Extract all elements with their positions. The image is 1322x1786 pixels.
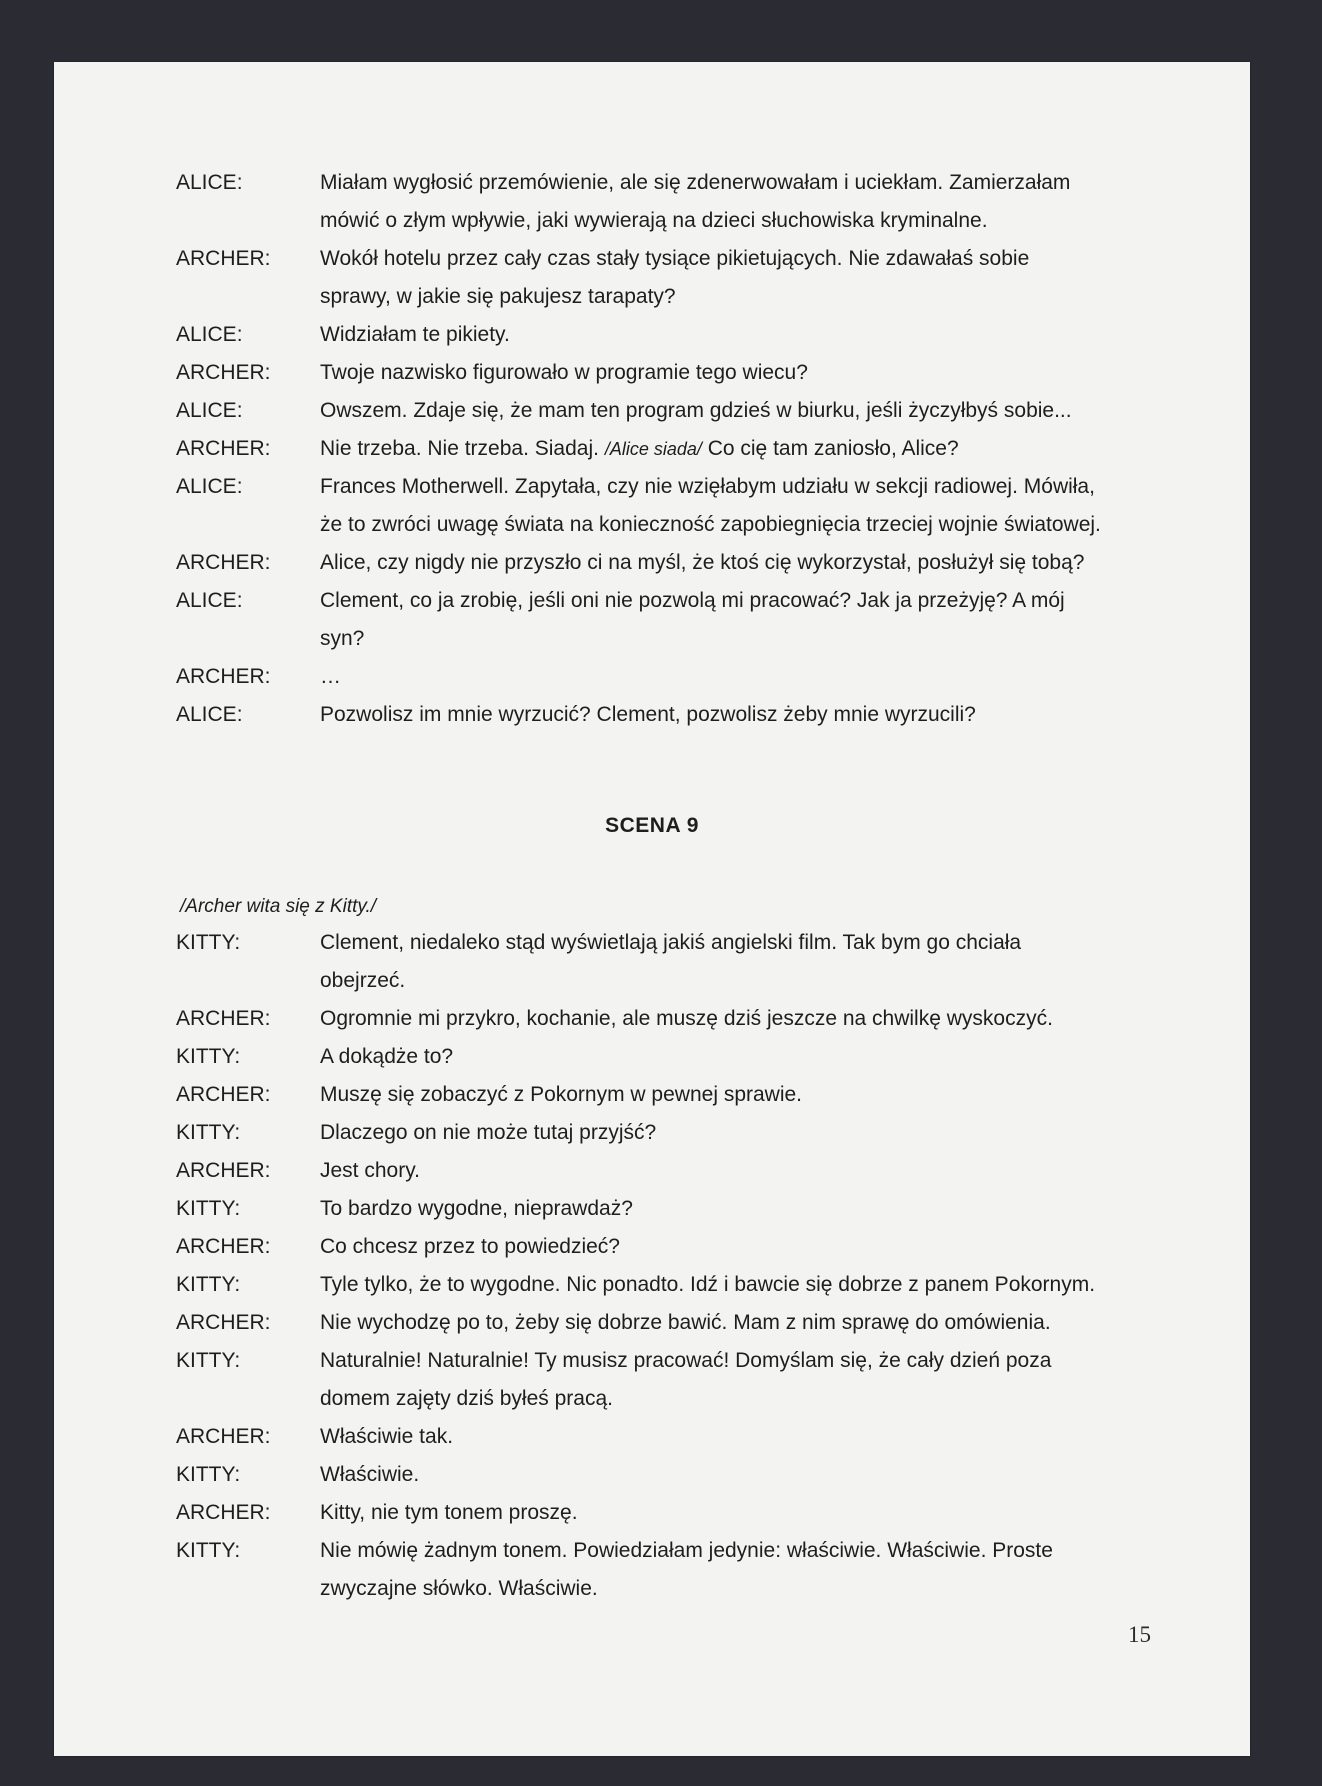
dialogue-text	[320, 1152, 1210, 1190]
speaker-label: KITTY:	[176, 1349, 241, 1372]
dialogue-text	[320, 1456, 1210, 1494]
dialogue-line: Wokół hotelu przez cały czas stały tysiące pikietujących. Nie zdawałaś sobie	[320, 247, 1030, 270]
dialogue-text	[320, 1342, 1210, 1418]
dialogue-line: Clement, niedaleko stąd wyświetlają jakiś angielski film. Tak bym go chciała	[320, 931, 1022, 954]
dialogue-text	[320, 1304, 1210, 1342]
dialogue-text-after: Co cię tam zaniosło, Alice?	[701, 437, 959, 460]
stage-direction: /Archer wita się z Kitty./	[180, 896, 377, 917]
speaker-label: ALICE:	[176, 589, 243, 612]
speaker-label: KITTY:	[176, 1463, 241, 1486]
dialogue-line: Pozwolisz im mnie wyrzucić? Clement, pozwolisz żeby mnie wyrzucili?	[320, 703, 976, 726]
dialogue-line: Ogromnie mi przykro, kochanie, ale muszę dziś jeszcze na chwilkę wyskoczyć.	[320, 1007, 1053, 1030]
dialogue-line: A dokądże to?	[320, 1045, 454, 1068]
dialogue-line: Kitty, nie tym tonem proszę.	[320, 1501, 578, 1524]
speaker-label: ALICE:	[176, 475, 243, 498]
dialogue-line: Muszę się zobaczyć z Pokornym w pewnej sprawie.	[320, 1083, 803, 1106]
speaker-label: ARCHER:	[176, 665, 271, 688]
dialogue-text	[320, 354, 1210, 392]
dialogue-text	[320, 430, 1210, 468]
dialogue-line: Naturalnie! Naturalnie! Ty musisz pracować! Domyślam się, że cały dzień poza	[320, 1349, 1052, 1372]
dialogue-line: Frances Motherwell. Zapytała, czy nie wzięłabym udziału w sekcji radiowej. Mówiła,	[320, 475, 1095, 498]
dialogue-line	[320, 430, 1210, 468]
dialogue-line: Miałam wygłosić przemówienie, ale się zdenerwowałam i uciekłam. Zamierzałam	[320, 171, 1071, 194]
speaker-label: ARCHER:	[176, 361, 271, 384]
dialogue-text	[320, 1076, 1210, 1114]
dialogue-text	[320, 316, 1210, 354]
speaker-label: ARCHER:	[176, 1083, 271, 1106]
dialogue-text-before: Nie trzeba. Nie trzeba. Siadaj.	[320, 437, 605, 460]
dialogue-line: Owszem. Zdaje się, że mam ten program gdzieś w biurku, jeśli życzyłbyś sobie...	[320, 399, 1072, 422]
dialogue-line: domem zajęty dziś byłeś pracą.	[320, 1387, 613, 1410]
dialogue-text	[320, 468, 1210, 544]
dialogue-text	[320, 544, 1210, 582]
speaker-label: ARCHER:	[176, 1007, 271, 1030]
dialogue-line: mówić o złym wpływie, jaki wywierają na dzieci słuchowiska kryminalne.	[320, 209, 988, 232]
speaker-label: ARCHER:	[176, 1159, 271, 1182]
dialogue-line: Tyle tylko, że to wygodne. Nic ponadto. Idź i bawcie się dobrze z panem Pokornym.	[320, 1273, 1096, 1296]
dialogue-line: Widziałam te pikiety.	[320, 323, 510, 346]
dialogue-text	[320, 392, 1210, 430]
dialogue-line: zwyczajne słówko. Właściwie.	[320, 1577, 598, 1600]
speaker-label: ARCHER:	[176, 437, 271, 460]
dialogue-line: że to zwróci uwagę świata na konieczność zapobiegnięcia trzeciej wojnie światowej.	[320, 513, 1101, 536]
speaker-label: KITTY:	[176, 1197, 241, 1220]
dialogue-text	[320, 1000, 1210, 1038]
dialogue-line: Nie wychodzę po to, żeby się dobrze bawić. Mam z nim sprawę do omówienia.	[320, 1311, 1051, 1334]
dialogue-line: Nie mówię żadnym tonem. Powiedziałam jedynie: właściwie. Właściwie. Proste	[320, 1539, 1053, 1562]
speaker-label: ARCHER:	[176, 1311, 271, 1334]
dialogue-line: obejrzeć.	[320, 969, 406, 992]
dialogue-text	[320, 1228, 1210, 1266]
speaker-label: KITTY:	[176, 931, 241, 954]
dialogue-line: To bardzo wygodne, nieprawdaż?	[320, 1197, 633, 1220]
dialogue-text	[320, 696, 1210, 734]
stage-direction-inline: /Alice siada/	[604, 439, 702, 459]
speaker-label: KITTY:	[176, 1045, 241, 1068]
dialogue-text	[320, 582, 1210, 658]
document-page	[54, 62, 1250, 1756]
speaker-label: ARCHER:	[176, 1501, 271, 1524]
speaker-label: ARCHER:	[176, 1235, 271, 1258]
dialogue-text	[320, 1266, 1210, 1304]
dialogue-text	[320, 1114, 1210, 1152]
dialogue-text	[320, 1494, 1210, 1532]
dialogue-text	[320, 1418, 1210, 1456]
dialogue-line: Clement, co ja zrobię, jeśli oni nie pozwolą mi pracować? Jak ja przeżyję? A mój	[320, 589, 1065, 612]
dialogue-line: syn?	[320, 627, 365, 650]
speaker-label: ARCHER:	[176, 1425, 271, 1448]
speaker-label: ALICE:	[176, 399, 243, 422]
dialogue-text	[320, 240, 1210, 316]
dialogue-line: Jest chory.	[320, 1159, 420, 1182]
speaker-label: ALICE:	[176, 703, 243, 726]
dialogue-line: sprawy, w jakie się pakujesz tarapaty?	[320, 285, 676, 308]
speaker-label: ALICE:	[176, 323, 243, 346]
speaker-label: ALICE:	[176, 171, 243, 194]
dialogue-text	[320, 658, 1210, 696]
dialogue-line: Właściwie tak.	[320, 1425, 454, 1448]
dialogue-line: …	[320, 665, 341, 688]
speaker-label: ARCHER:	[176, 551, 271, 574]
dialogue-line: Co chcesz przez to powiedzieć?	[320, 1235, 620, 1258]
speaker-label: KITTY:	[176, 1539, 241, 1562]
dialogue-text	[320, 924, 1210, 1000]
scene-title: SCENA 9	[605, 814, 699, 837]
page-number: 15	[1128, 1622, 1151, 1647]
dialogue-line: Właściwie.	[320, 1463, 420, 1486]
speaker-label: KITTY:	[176, 1273, 241, 1296]
dialogue-text	[320, 1532, 1210, 1608]
speaker-label: ARCHER:	[176, 247, 271, 270]
dialogue-text	[320, 1038, 1210, 1076]
dialogue-line: Twoje nazwisko figurowało w programie tego wiecu?	[320, 361, 808, 384]
dialogue-text	[320, 1190, 1210, 1228]
dialogue-line: Alice, czy nigdy nie przyszło ci na myśl, że ktoś cię wykorzystał, posłużył się tobą?	[320, 551, 1085, 574]
dialogue-text	[320, 164, 1210, 240]
speaker-label: KITTY:	[176, 1121, 241, 1144]
dialogue-line: Dlaczego on nie może tutaj przyjść?	[320, 1121, 657, 1144]
